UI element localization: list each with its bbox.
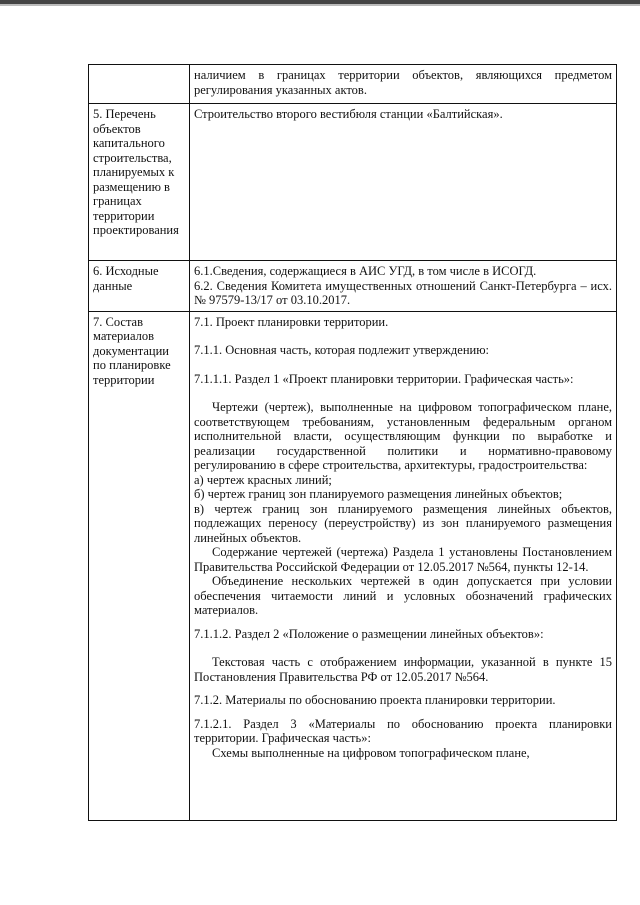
paragraph: 6.2. Сведения Комитета имущественных отношений Санкт-Петербурга – исх. № 97579-13/17 от 03.10.2017. [194, 278, 612, 307]
table-row [89, 311, 617, 820]
paragraph: наличием в границах территории объектов, являющихся предметом регулирования указанных актов. [194, 68, 612, 97]
row-label [89, 65, 190, 104]
paragraph: Объединение нескольких чертежей в один допускается при условии обеспечения читаемости линий и условных обозначений графических материалов. [194, 574, 612, 617]
page-edge [0, 4, 640, 6]
row-content [190, 261, 617, 312]
paragraph: в) чертеж границ зон планируемого размещения линейных объектов, подлежащих переносу (переустройству) из зон планируемого размещения линейных объектов. [194, 501, 612, 545]
paragraph: 7.1. Проект планировки территории. [194, 314, 389, 329]
paragraph: 7.1.2.1. Раздел 3 «Материалы по обоснованию проекта планировки территории. Графическая часть»: [194, 716, 612, 745]
paragraph: Чертежи (чертеж), выполненные на цифровом топографическом плане, соответствующем требованиям, установленным федеральным органом исполнительной власти, осуществляющим функции по выработке и реализации государственной политики и нормативно-правовому регулированию в сфере строительства, архитектуры, градостроительства: [194, 400, 612, 472]
row-label: 5. Перечень объектов капитального строительства, планируемых к размещению в границах территории проектирования [89, 104, 190, 261]
table-row [89, 65, 617, 104]
paragraph: Текстовая часть с отображением информации, указанной в пункте 15 Постановления Правительства РФ от 12.05.2017 №564. [194, 655, 612, 684]
paragraph: 7.1.1. Основная часть, которая подлежит утверждению: [194, 343, 490, 357]
paragraph: 7.1.2. Материалы по обоснованию проекта планировки территории. [194, 693, 556, 707]
row-label: 7. Состав материалов документации по планировке территории [89, 311, 190, 820]
paragraph: Строительство второго вестибюля станции «Балтийская». [194, 107, 503, 121]
requirements-table [88, 64, 617, 821]
paragraph: б) чертеж границ зон планируемого размещения линейных объектов; [194, 487, 563, 501]
paragraph: 6.1.Сведения, содержащиеся в АИС УГД, в том числе в ИСОГД. [194, 264, 537, 278]
paragraph: Содержание чертежей (чертежа) Раздела 1 установлены Постановлением Правительства Российской Федерации от 12.05.2017 №564, пункты 12-14. [194, 545, 612, 574]
paragraph: Схемы выполненные на цифровом топографическом плане, [212, 745, 530, 760]
row-content [190, 311, 617, 820]
row-content [190, 65, 617, 104]
paragraph: а) чертеж красных линий; [194, 472, 332, 487]
paragraph: 7.1.1.1. Раздел 1 «Проект планировки территории. Графическая часть»: [194, 371, 574, 386]
paragraph: 7.1.1.2. Раздел 2 «Положение о размещении линейных объектов»: [194, 626, 544, 641]
row-content [190, 104, 617, 261]
table-row [89, 104, 617, 261]
table-row [89, 261, 617, 312]
row-label: 6. Исходные данные [89, 261, 190, 312]
